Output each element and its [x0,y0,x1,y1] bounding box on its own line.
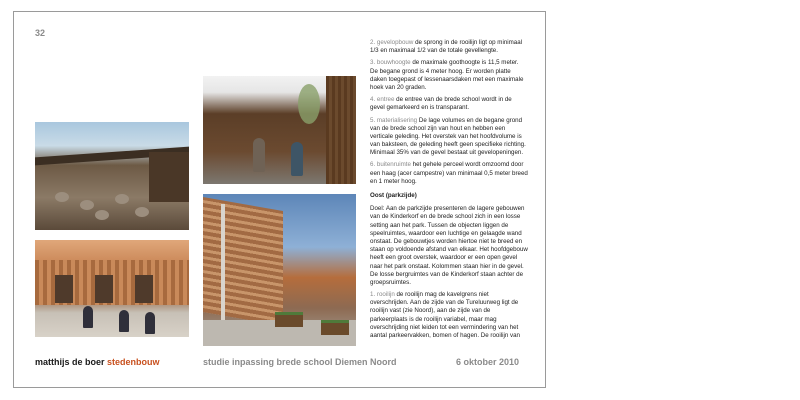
photo-building-sky [203,194,356,346]
document-page [13,11,546,388]
photo-wooden-facade [35,240,189,337]
section-intro: Doel: Aan de parkzijde presenteren de lagere gebouwen van de Kinderkorf en de brede school zich in een losse setting aan het park. Tussen de objecten liggen de speelruimtes, waardoor een luchtige en gelaagde wand onstaat. De gebouwtjes worden hiertoe niet te breed en staan op voldoende afstand van elkaar. Het hoofdgebouw heeft een groot overstek, waardoor er een open gevel naar het park onstaat. Kolommen staan hier in de gevel. De losse bergruimtes van de Kinderkorf staan achter de groepsruimtes. [370,205,528,286]
paragraph-buitenruimte: 6. buitenruimte het gehele perceel wordt omzoomd door een haag (acer campestre) van minimaal 0,5 meter breed en 1 meter hoog. [370,161,528,185]
brand-logo: matthijs de boer stedenbouw [35,357,160,367]
page-number: 32 [35,28,46,38]
paragraph-bouwhoogte: 3. bouwhoogte de maximale goothoogte is 11,5 meter. De begane grond is 4 meter hoog. Er worden platte daken toegepast of lessenaarsdaken met een maximale hoek van 20 graden. [370,59,524,91]
study-title: studie inpassing brede school Diemen Noord [203,357,397,367]
paragraph-entree: 4. entree de entree van de brede school wordt in de gevel gemarkeerd en is transparant. [370,96,512,112]
footer [35,357,535,371]
text-column [370,39,528,344]
paragraph-materialisering: 5. materialisering De lage volumes en de begane grond van de brede school zijn van hout en hebben een verticale geleding. Het overstek van het hoofdvolume is van baksteen, de geleding heeft geen specifieke richting. Minimaal 35% van de gevel bestaat uit gevelopeningen. [370,116,526,157]
paragraph-gevelopbouw: 2. gevelopbouw de sprong in de rooilijn ligt op minimaal 1/3 en maximaal 1/2 van de totale gevellengte. [370,39,523,55]
document-date: 6 oktober 2010 [456,357,520,367]
photo-children-courtyard [203,76,356,184]
paragraph-rooilijn: 1. rooilijn de rooilijn mag de kavelgrens niet overschrijden. Aan de zijde van de Tureluurweg ligt de rooilijn vast (zie Noord), aan de zijde van de parkeerplaats is de rooilijn variabel, maar mag overschrijding niet leiden tot een vermindering van het aantal parkeervakken, bomen of hagen. De rooilijn van [370,291,520,339]
photo-courtyard-rocks [35,122,189,230]
section-title: Oost (parkzijde) [370,192,417,199]
